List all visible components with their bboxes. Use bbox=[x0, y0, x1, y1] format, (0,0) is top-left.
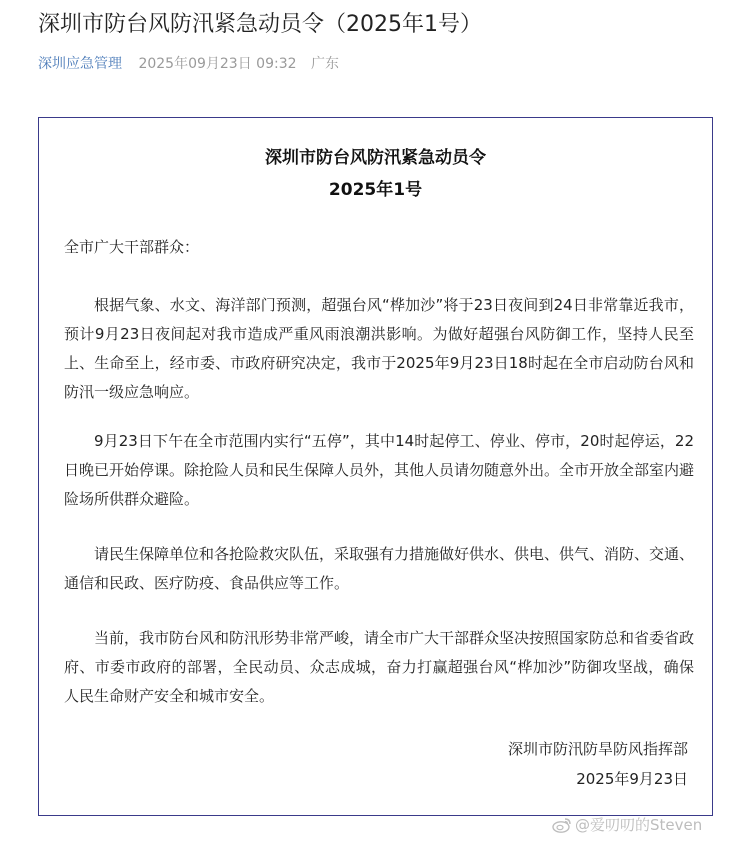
order-paragraph-1: 根据气象、水文、海洋部门预测，超强台风“桦加沙”将于23日夜间到24日非常靠近我市，预计9月23日夜间起对我市造成严重风雨浪潮洪影响。为做好超强台风防御工作，坚持人民至上、生命至上，经市委、市政府研究决定，我市于2025年9月23日18时起在全市启动防台风和防汛一级应急响应。 bbox=[64, 296, 694, 401]
order-paragraph-2: 9月23日下午在全市范围内实行“五停”，其中14时起停工、停业、停市，20时起停运，22日晚已开始停课。除抢险人员和民生保障人员外，其他人员请勿随意外出。全市开放全部室内避险场所供群众避险。 bbox=[64, 432, 695, 508]
order-number: 2025年1号 bbox=[328, 180, 423, 200]
source-link[interactable]: 深圳应急管理 bbox=[38, 56, 122, 72]
watermark-text: @爱叨叨的Steven bbox=[575, 816, 703, 834]
order-paragraph-4: 当前，我市防台风和防汛形势非常严峻，请全市广大干部群众坚决按照国家防总和省委省政府、市委市政府的部署，全民动员、众志成城，奋力打赢超强台风“桦加沙”防御攻坚战，确保人民生命财产安全和城市安全。 bbox=[64, 629, 695, 705]
order-paragraph-3: 请民生保障单位和各抢险救灾队伍，采取强有力措施做好供水、供电、供气、消防、交通、通信和民政、医疗防疫、食品供应等工作。 bbox=[64, 545, 695, 592]
weibo-icon bbox=[552, 817, 572, 833]
order-heading: 深圳市防台风防汛紧急动员令 bbox=[265, 148, 486, 168]
article-meta bbox=[38, 54, 349, 74]
mobilization-order-box bbox=[38, 117, 713, 816]
article-title: 深圳市防台风防汛紧急动员令（2025年1号） bbox=[38, 12, 482, 37]
publish-region: 广东 bbox=[310, 56, 339, 72]
publish-time: 2025年09月23日 09:32 bbox=[138, 56, 297, 72]
order-greeting: 全市广大干部群众： bbox=[64, 238, 200, 256]
signature-date: 2025年9月23日 bbox=[576, 770, 688, 788]
signature-organization: 深圳市防汛防旱防风指挥部 bbox=[507, 740, 688, 758]
watermark bbox=[552, 813, 702, 837]
